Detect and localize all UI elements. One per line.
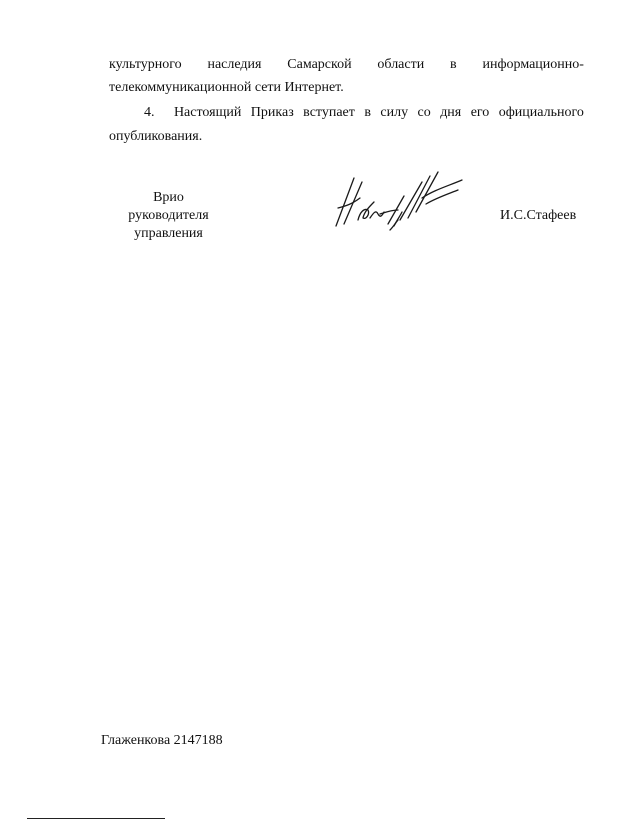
word: наследия xyxy=(207,57,262,72)
footnote-divider xyxy=(27,818,165,819)
executor-contact: Глаженкова 2147188 xyxy=(101,733,223,748)
word: Приказ xyxy=(250,105,294,120)
word: области xyxy=(377,57,425,72)
word: культурного xyxy=(109,57,182,72)
position-line-2: управления xyxy=(134,226,203,241)
position-line-1: Врио руководителя xyxy=(128,190,209,223)
word: Настоящий xyxy=(173,105,242,120)
body-line-1 xyxy=(109,56,584,73)
word: со xyxy=(417,105,431,120)
item-4-line xyxy=(109,104,584,121)
word: его xyxy=(470,105,490,120)
word: силу xyxy=(380,105,409,120)
word: вступает xyxy=(303,105,355,120)
handwritten-signature xyxy=(330,168,470,234)
body-line-4: опубликования. xyxy=(109,129,203,144)
word: в xyxy=(450,57,457,72)
signer-position xyxy=(113,189,224,243)
word: информационно- xyxy=(482,57,584,72)
word: Самарской xyxy=(287,57,352,72)
word: дня xyxy=(440,105,462,120)
signer-name: И.С.Стафеев xyxy=(500,208,577,223)
word: официального xyxy=(498,105,584,120)
body-line-2: телекоммуникационной сети Интернет. xyxy=(109,80,344,95)
item-number: 4. xyxy=(144,105,155,120)
word: в xyxy=(364,105,371,120)
